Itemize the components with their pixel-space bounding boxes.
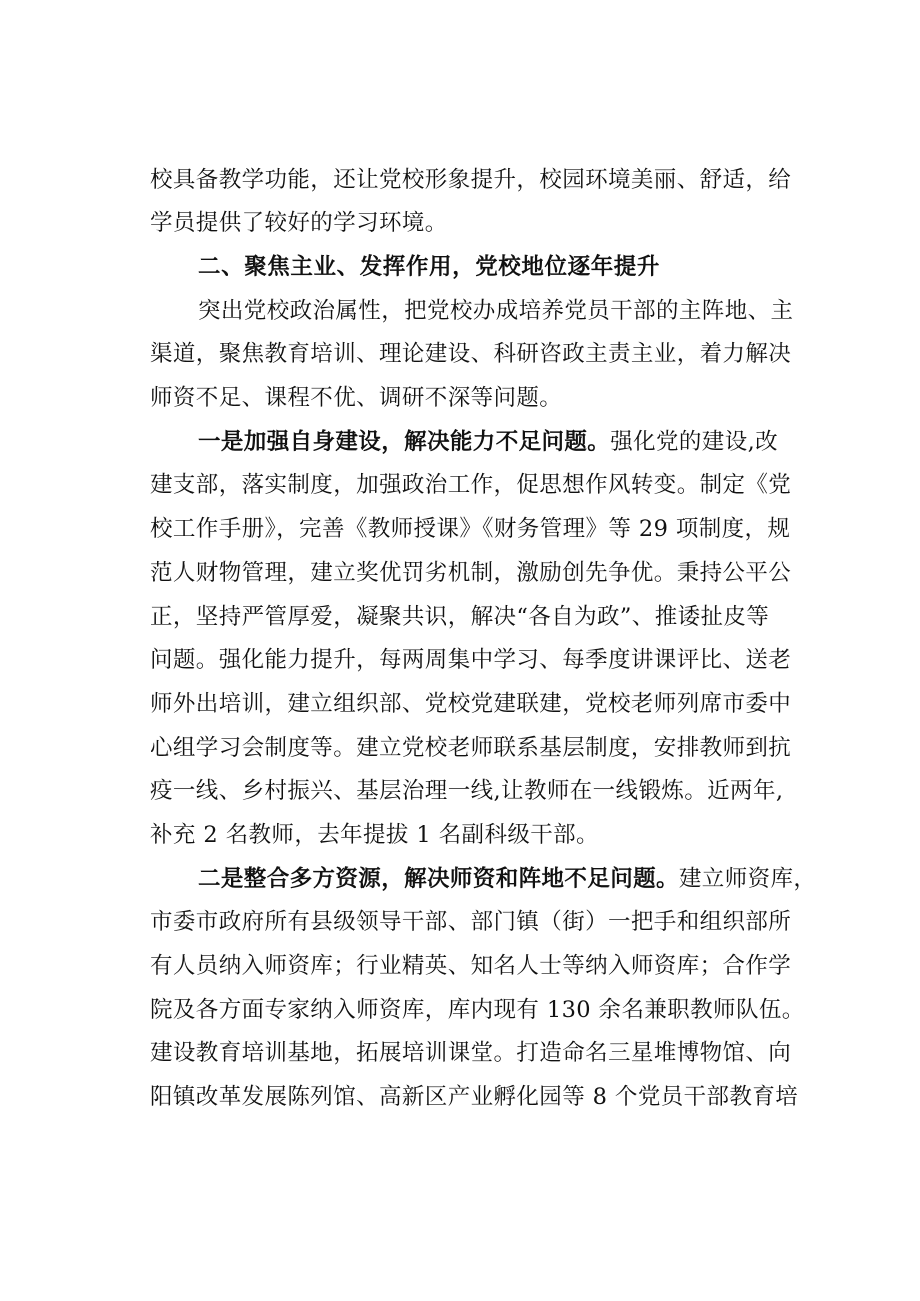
text-line: 疫一线、乡村振兴、基层治理一线,让教师在一线锻炼。近两年, (150, 778, 784, 804)
text-line: 师资不足、课程不优、调研不深等问题。 (150, 385, 563, 411)
text-line: 建支部，落实制度，加强政治工作，促思想作风转变。制定《党 (150, 472, 792, 498)
text-line: 心组学习会制度等。建立党校老师联系基层制度，安排教师到抗 (150, 735, 792, 761)
text-line (198, 857, 820, 901)
text-line: 有人员纳入师资库；行业精英、知名人士等纳入师资库；合作学 (150, 953, 792, 979)
text-line: 突出党校政治属性，把党校办成培养党员干部的主阵地、主 (198, 298, 794, 324)
section-heading: 二、聚焦主业、发挥作用，党校地位逐年提升 (198, 254, 661, 280)
text-line: 正，坚持严管厚爱，凝聚共识，解决“各自为政”、推诿扯皮等 (150, 604, 770, 630)
text-run: 强化党的建设,改 (610, 429, 779, 455)
text-run: 建立师资库， (678, 866, 817, 892)
text-line (198, 420, 820, 464)
text-line: 建设教育培训基地，拓展培训课堂。打造命名三星堆博物馆、向 (150, 1040, 792, 1066)
text-line: 问题。强化能力提升，每两周集中学习、每季度讲课评比、送老 (150, 647, 792, 673)
text-line: 渠道，聚焦教育培训、理论建设、科研咨政主责主业，着力解决 (150, 341, 792, 367)
text-line: 范人财物管理，建立奖优罚劣机制，激励创先争优。秉持公平公 (150, 560, 792, 586)
text-line: 市委市政府所有县级领导干部、部门镇（街）一把手和组织部所 (150, 909, 792, 935)
text-line: 补充 2 名教师，去年提拔 1 名副科级干部。 (150, 822, 599, 848)
text-line: 学员提供了较好的学习环境。 (150, 210, 448, 236)
paragraph-lead: 一是加强自身建设，解决能力不足问题。 (198, 429, 611, 455)
text-line: 师外出培训，建立组织部、党校党建联建，党校老师列席市委中 (150, 691, 792, 717)
text-line: 校工作手册》，完善《教师授课》《财务管理》等 29 项制度，规 (150, 516, 791, 542)
text-line: 阳镇改革发展陈列馆、高新区产业孵化园等 8 个党员干部教育培 (150, 1084, 799, 1110)
paragraph-lead: 二是整合多方资源，解决师资和阵地不足问题。 (198, 866, 679, 892)
text-line: 院及各方面专家纳入师资库，库内现有 130 余名兼职教师队伍。 (150, 997, 805, 1023)
text-line: 校具备教学功能，还让党校形象提升，校园环境美丽、舒适，给 (150, 167, 792, 193)
